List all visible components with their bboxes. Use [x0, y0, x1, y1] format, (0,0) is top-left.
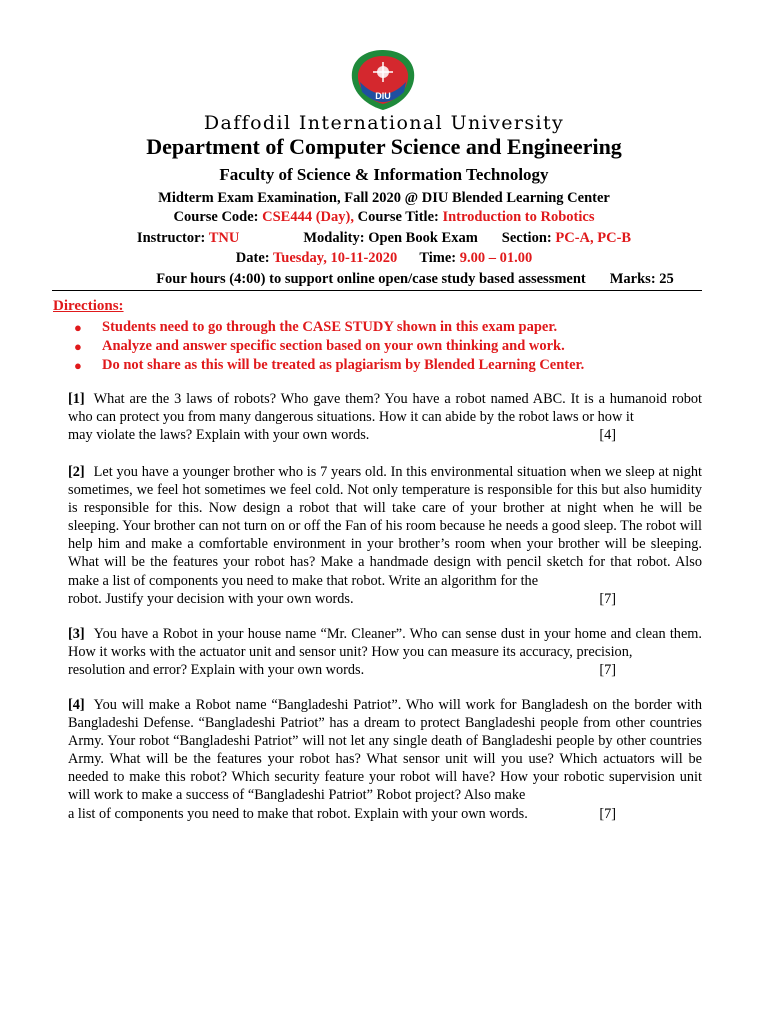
direction-item: ● Analyze and answer specific section based on your own thinking and work.	[74, 338, 565, 354]
question-1	[68, 390, 702, 444]
time: 9.00 – 01.00	[459, 250, 533, 266]
question-text-last: robot. Justify your decision with your own words.	[68, 590, 354, 607]
date: Tuesday, 10-11-2020	[272, 250, 398, 266]
question-4	[68, 696, 702, 823]
question-text-last: resolution and error? Explain with your own words.	[68, 662, 365, 679]
exam-line: Midterm Exam Examination, Fall 2020 @ DIU Blended Learning Center	[158, 190, 610, 206]
question-text: Let you have a younger brother who is 7 years old. In this environmental situation when we sleep at night sometimes, we feel hot sometimes we feel cold. Not only temperature is responsible for this but also humidity is responsible for this. Now design a robot that will take care of your brother at night when he will be sleeping. Your brother can not turn on or off the Fan of his room because he needs a good sleep. The robot will help him and make a comfortable environment in your brother’s room when your brother will be sleeping. What will be the features your robot has? Make a handmade design with pencil sketch for that robot. Also make a list of components you need to make that robot. Write an algorithm for the	[68, 464, 702, 589]
question-body	[68, 390, 702, 426]
faculty-title: Faculty of Science & Information Technology	[219, 165, 549, 184]
question-text-last: may violate the laws? Explain with your own words.	[68, 427, 370, 444]
question-body	[68, 696, 702, 805]
section-label: Section:	[501, 230, 556, 246]
question-number: [2]	[68, 464, 85, 480]
question-marks: [7]	[599, 805, 616, 822]
course-title-label: Course Title:	[353, 209, 443, 225]
question-marks: [4]	[599, 427, 616, 444]
question-number: [4]	[68, 697, 85, 713]
section: PC-A, PC-B	[555, 230, 632, 246]
question-text: You will make a Robot name “Bangladeshi Patriot”. Who will work for Bangladesh on the border with Bangladeshi Defense. “Bangladeshi Patriot” has a dream to protect Bangladeshi people from other countries Army. Your robot “Bangladeshi Patriot” will not let any single death of Bangladeshi people by other countries Army. What will be the features your robot has? What sensor unit will you use? Which actuators will be needed to make this robot? Which security feature your robot will have? How your robotic supervision unit will work to make a success of “Bangladeshi Patriot” Robot project? Also make	[68, 697, 702, 804]
question-marks: [7]	[599, 590, 616, 607]
course-line	[0, 209, 768, 226]
department-title: Department of Computer Science and Engineering	[146, 134, 622, 159]
instructor-line	[0, 230, 768, 247]
question-body	[68, 625, 702, 661]
duration-line	[62, 271, 768, 288]
question-marks: [7]	[599, 662, 616, 679]
course-title: Introduction to Robotics	[442, 209, 595, 225]
bullet-icon: ●	[74, 320, 82, 335]
logo-text: DIU	[375, 91, 391, 101]
date-line	[0, 250, 768, 267]
direction-item: ● Students need to go through the CASE STUDY shown in this exam paper.	[74, 319, 558, 335]
total-marks: Marks: 25	[609, 271, 674, 287]
course-code-label: Course Code:	[173, 209, 263, 225]
question-3	[68, 625, 702, 679]
instructor-label: Instructor:	[136, 230, 209, 246]
question-2	[68, 463, 702, 608]
modality: Modality: Open Book Exam	[303, 230, 478, 246]
question-number: [3]	[68, 626, 85, 642]
question-text: You have a Robot in your house name “Mr. Cleaner”. Who can sense dust in your home and clean them. How it works with the actuator unit and sensor unit? How you can measure its accuracy, precision,	[68, 626, 702, 661]
direction-item: ● Do not share as this will be treated as plagiarism by Blended Learning Center.	[74, 357, 585, 373]
directions-title: Directions:	[53, 298, 124, 314]
date-label: Date:	[235, 250, 273, 266]
question-text: What are the 3 laws of robots? Who gave them? You have a robot named ABC. It is a humanoid robot who can protect you from many dangerous situations. How it can abide by the robot laws or how it	[68, 391, 702, 426]
question-number: [1]	[68, 391, 85, 407]
directions-list	[72, 318, 584, 375]
diu-logo	[346, 48, 420, 112]
duration: Four hours (4:00) to support online open/case study based assessment	[156, 271, 586, 287]
header-divider	[52, 290, 702, 291]
bullet-icon: ●	[74, 339, 82, 354]
question-body	[68, 463, 702, 590]
instructor: TNU	[208, 230, 240, 246]
university-name: Daffodil International University	[203, 112, 565, 134]
question-text-last: a list of components you need to make that robot. Explain with your own words.	[68, 805, 528, 822]
bullet-icon: ●	[74, 358, 82, 373]
time-label: Time:	[419, 250, 460, 266]
course-code: CSE444 (Day),	[262, 209, 354, 225]
